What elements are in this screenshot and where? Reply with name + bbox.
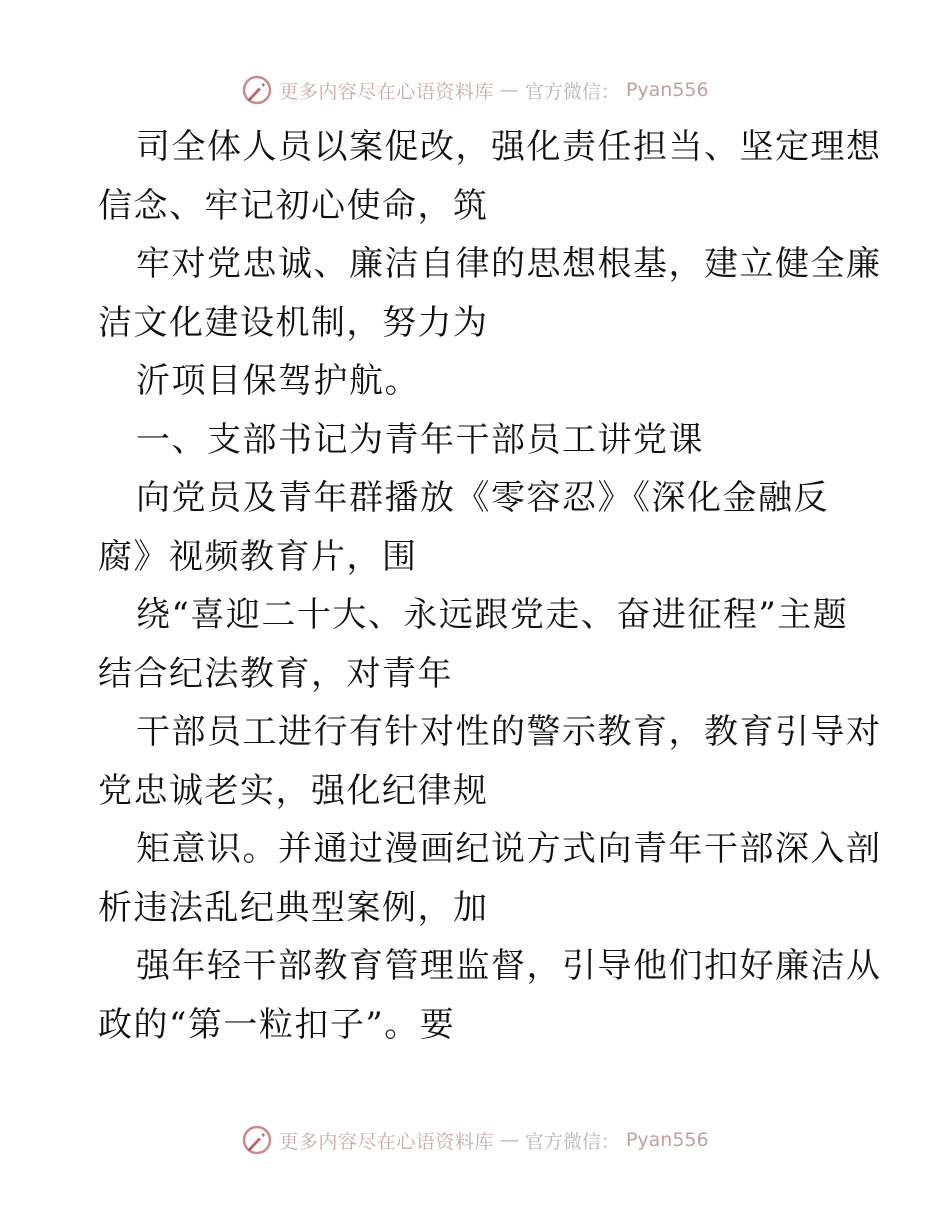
footer-watermark bbox=[0, 1122, 950, 1158]
text-line: 沂项目保驾护航。 bbox=[136, 361, 420, 401]
text-line: 腐》视频教育片，围 bbox=[98, 536, 418, 577]
text-line: 强年轻干部教育管理监督，引导他们扣好廉洁从 bbox=[136, 946, 882, 986]
text-line: 结合纪法教育，对青年 bbox=[98, 653, 453, 694]
text-line: 绕“喜迎二十大、永远跟党走、奋进征程”主题 bbox=[136, 595, 849, 635]
watermark-id: Pyan556 bbox=[625, 79, 709, 101]
quill-pen-logo-icon bbox=[241, 1124, 273, 1156]
header-watermark bbox=[0, 72, 950, 108]
text-line: 洁文化建设机制，努力为 bbox=[98, 302, 489, 343]
watermark-text: 更多内容尽在心语资料库 bbox=[279, 80, 494, 103]
text-line: 牢对党忠诚、廉洁自律的思想根基，建立健全廉 bbox=[136, 244, 882, 284]
text-line: 向党员及青年群播放《零容忍》《深化金融反 bbox=[136, 478, 829, 518]
watermark-separator: — bbox=[499, 79, 519, 101]
text-line: 析违法乱纪典型案例，加 bbox=[98, 887, 489, 928]
watermark-id: Pyan556 bbox=[625, 1129, 709, 1151]
watermark-label: 官方微信： bbox=[524, 1130, 620, 1153]
text-line: 信念、牢记初心使命，筑 bbox=[98, 185, 489, 226]
watermark-separator: — bbox=[499, 1129, 519, 1151]
text-line: 政的“第一粒扣子”。要 bbox=[98, 1004, 456, 1045]
text-line: 干部员工进行有针对性的警示教育，教育引导对 bbox=[136, 712, 882, 752]
section-heading: 一、支部书记为青年干部员工讲党课 bbox=[136, 419, 704, 460]
document-body bbox=[98, 118, 882, 1054]
text-line: 矩意识。并通过漫画纪说方式向青年干部深入剖 bbox=[136, 829, 882, 869]
watermark-label: 官方微信： bbox=[524, 80, 620, 103]
watermark-text: 更多内容尽在心语资料库 bbox=[279, 1130, 494, 1153]
text-line: 党忠诚老实，强化纪律规 bbox=[98, 770, 489, 811]
quill-pen-logo-icon bbox=[241, 74, 273, 106]
text-line: 司全体人员以案促改，强化责任担当、坚定理想 bbox=[136, 127, 882, 167]
